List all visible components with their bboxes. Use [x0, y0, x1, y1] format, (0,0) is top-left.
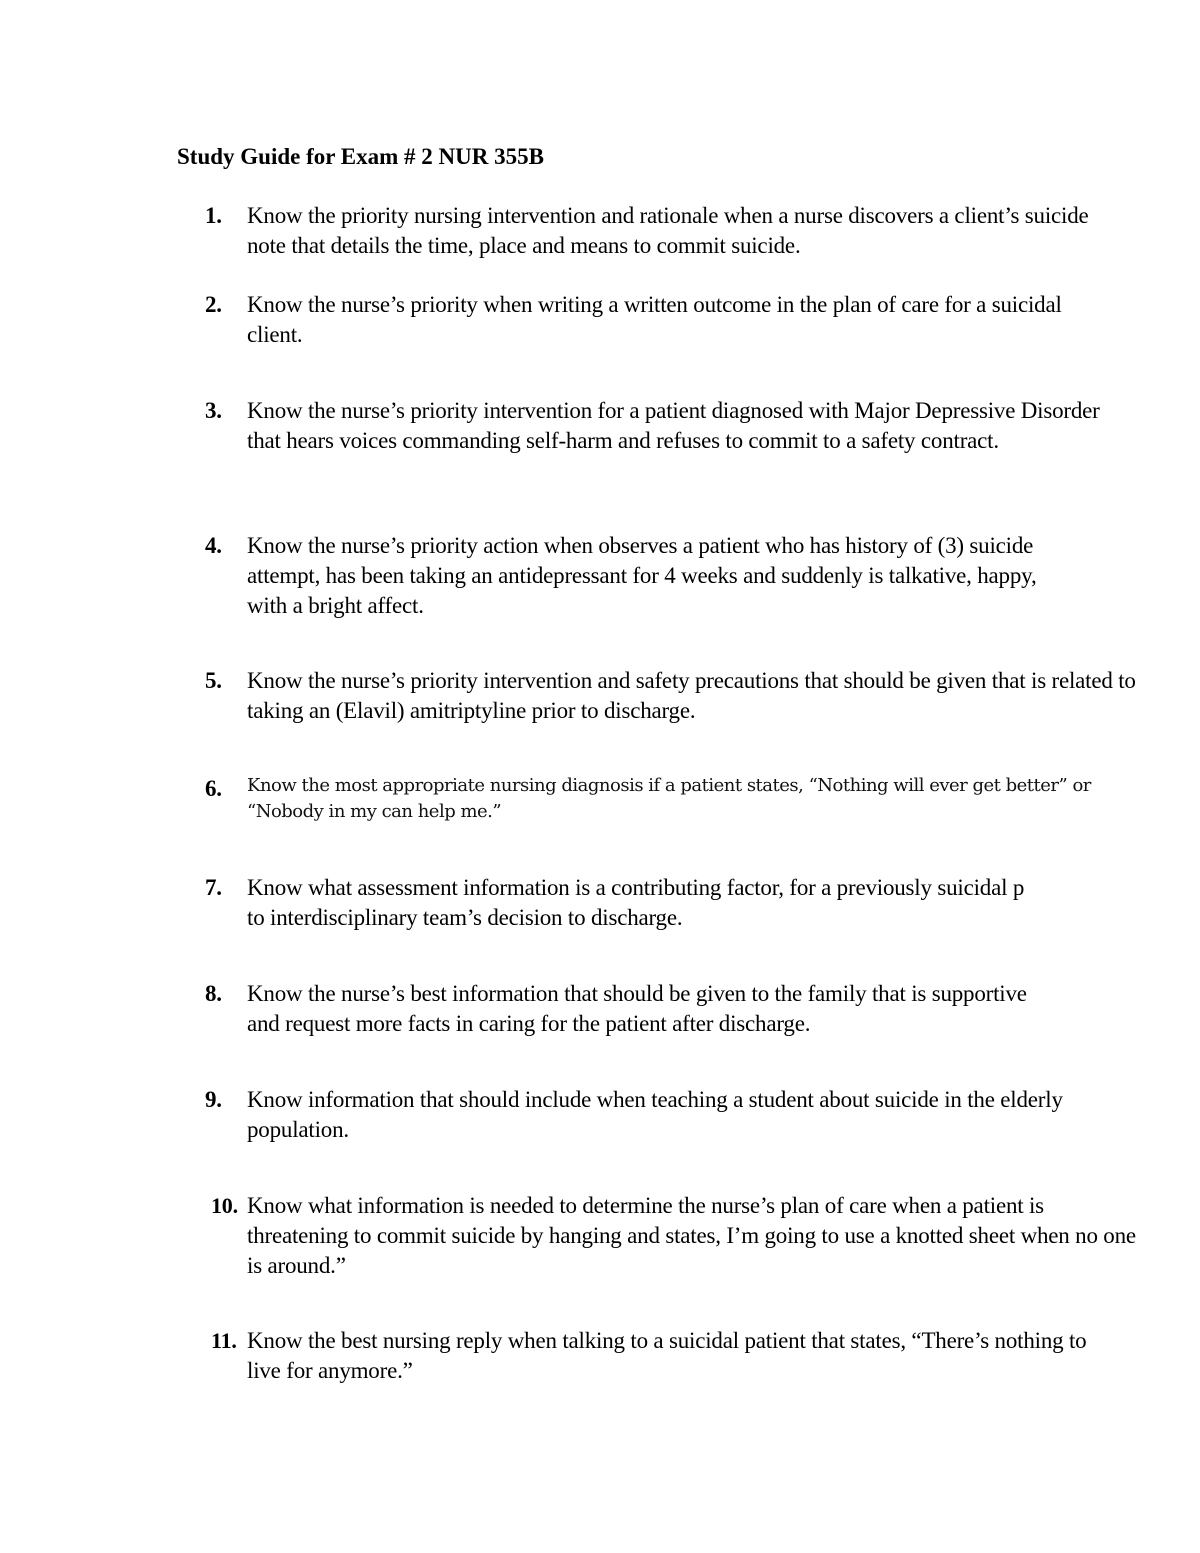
item-text: Know the most appropriate nursing diagnosis if a patient states, “Nothing will ever get better” or “Nobody in my can help me.”	[247, 775, 1091, 822]
item-text: Know the nurse’s priority when writing a written outcome in the plan of care for a suicidal client.	[247, 292, 1062, 347]
item-text: Know the priority nursing intervention and rationale when a nurse discovers a client’s suicide note that details the time, place and means to commit suicide.	[247, 203, 1089, 258]
item-number: 3.	[205, 398, 222, 423]
item-number: 5.	[205, 668, 222, 693]
list-item-9	[205, 1085, 1145, 1145]
list-item-8	[205, 979, 1145, 1039]
item-number: 8.	[205, 981, 222, 1006]
item-text: Know the nurse’s priority action when observes a patient who has history of (3) suicide attempt, has been taking an antidepressant for 4 weeks and suddenly is talkative, happy, with a bright affect.	[247, 533, 1037, 618]
document-title: Study Guide for Exam # 2 NUR 355B	[177, 144, 544, 169]
item-number: 11.	[211, 1328, 237, 1353]
item-number: 1.	[205, 203, 222, 228]
list-item-11	[205, 1326, 1145, 1386]
list-item-4	[205, 531, 1145, 621]
item-number: 7.	[205, 875, 222, 900]
item-text-line-1: Know what assessment information is a contributing factor, for a previously suicidal p	[247, 875, 1025, 900]
list-item-6	[205, 773, 1145, 825]
list-item-3	[205, 396, 1145, 456]
item-text: Know the nurse’s priority intervention and safety precautions that should be given that is related to taking an (Elavil) amitriptyline prior to discharge.	[247, 668, 1136, 723]
item-text: Know the nurse’s best information that should be given to the family that is supportive and request more facts in caring for the patient after discharge.	[247, 981, 1027, 1036]
list-item-10	[205, 1191, 1145, 1281]
item-text	[247, 873, 1132, 933]
list-item-2	[205, 290, 1145, 350]
item-text: Know the best nursing reply when talking to a suicidal patient that states, “There’s nothing to live for anymore.”	[247, 1328, 1087, 1383]
list-item-5	[205, 666, 1145, 726]
item-number: 2.	[205, 292, 222, 317]
item-number: 10.	[211, 1193, 238, 1218]
item-number: 6.	[205, 776, 222, 801]
list-item-7	[205, 873, 1145, 933]
item-text-line-2: to interdisciplinary team’s decision to discharge.	[247, 905, 683, 930]
item-text: Know the nurse’s priority intervention for a patient diagnosed with Major Depressive Disorder that hears voices commanding self-harm and refuses to commit to a safety contract.	[247, 398, 1100, 453]
item-text: Know what information is needed to determine the nurse’s plan of care when a patient is threatening to commit suicide by hanging and states, I’m going to use a knotted sheet when no one is around.”	[247, 1193, 1136, 1278]
item-number: 9.	[205, 1087, 222, 1112]
list-item-1	[205, 201, 1145, 261]
item-number: 4.	[205, 533, 222, 558]
item-text: Know information that should include when teaching a student about suicide in the elderly population.	[247, 1087, 1063, 1142]
